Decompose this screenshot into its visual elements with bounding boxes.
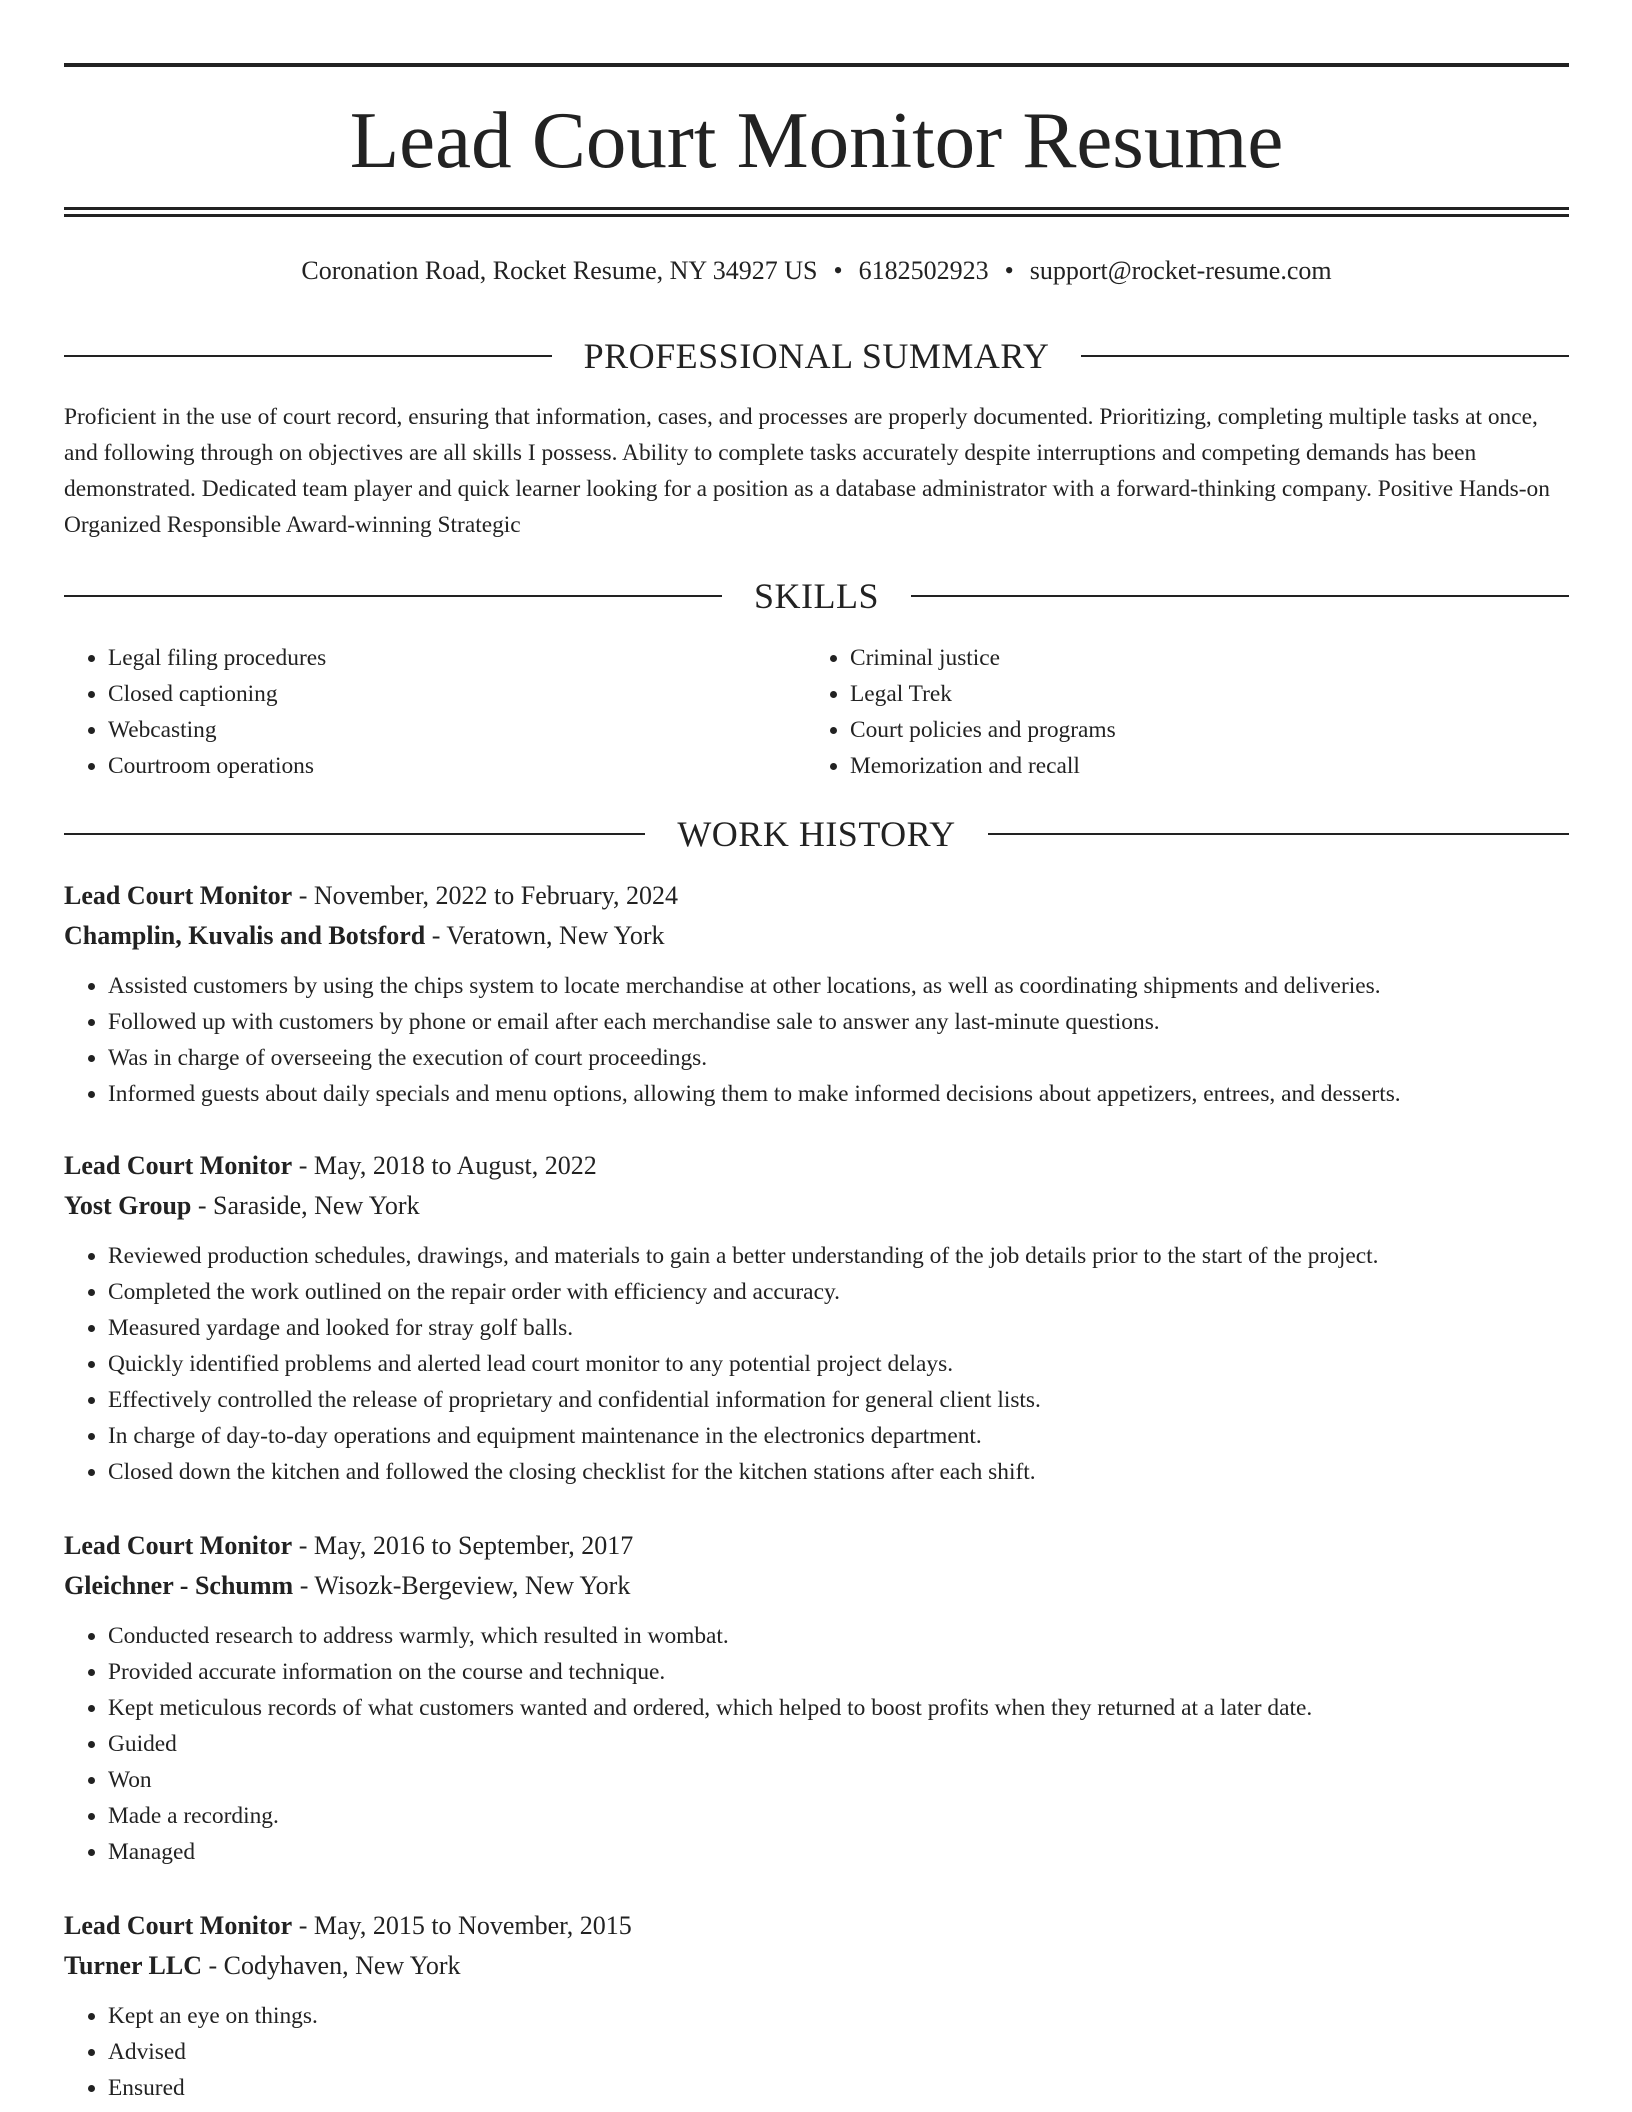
job-bullets [64,1998,1569,2106]
job-bullet: • Made a recording. [108,1798,1569,1834]
job-company: Yost Group [64,1191,192,1220]
job-bullet: • Guided [108,1726,1569,1762]
skill-item: • Legal Trek [850,676,1548,712]
job-dates: - May, 2015 to November, 2015 [292,1911,632,1940]
job-bullet: • Ensured [108,2070,1569,2106]
job-title-line [64,1906,1569,1946]
skill-item: • Court policies and programs [850,712,1548,748]
job-title: Lead Court Monitor [64,1531,293,1560]
job-bullet: • Informed guests about daily specials and menu options, allowing them to make informed decisions about appetizers, entrees, and desserts. [108,1076,1569,1112]
summary-section-header [64,334,1569,378]
job-location: - Wisozk-Bergeview, New York [293,1571,631,1600]
contact-email: support@rocket-resume.com [1029,256,1332,285]
title-double-rule [64,207,1569,217]
work-heading: WORK HISTORY [677,814,956,854]
section-rule [1081,355,1569,357]
job-company-line [64,1566,1569,1606]
skills-heading: SKILLS [754,576,880,616]
job-bullet: • Effectively controlled the release of proprietary and confidential information for general client lists. [108,1382,1569,1418]
contact-phone: 6182502923 [858,256,989,285]
job-bullets [64,968,1569,1112]
job-bullet: • Measured yardage and looked for stray golf balls. [108,1310,1569,1346]
job-bullet: • Was in charge of overseeing the execution of court proceedings. [108,1040,1569,1076]
job-entry [64,1906,1569,2106]
contact-line [64,253,1569,289]
job-bullet: • Completed the work outlined on the repair order with efficiency and accuracy. [108,1274,1569,1310]
skills-column-left [64,640,806,784]
skills-list [64,640,1569,784]
job-title: Lead Court Monitor [64,881,293,910]
skill-item: • Legal filing procedures [108,640,806,676]
summary-text: Proficient in the use of court record, ensuring that information, cases, and processes are properly documented. Prioritizing, completing multiple tasks at once, and following through on objectives are all skills I possess. Ability to complete tasks accurately despite interruptions and competing demands has been demonstrated. Dedicated team player and quick learner looking for a position as a database administrator with a forward-thinking company. Positive Hands-on Organized Responsible Award-winning Strategic [64,404,1550,538]
skill-item: • Webcasting [108,712,806,748]
job-bullet: • Followed up with customers by phone or email after each merchandise sale to answer any last-minute questions. [108,1004,1569,1040]
job-bullet: • Advised [108,2034,1569,2070]
job-title: Lead Court Monitor [64,1911,293,1940]
job-company: Turner LLC [64,1951,202,1980]
job-bullet: • Managed [108,1834,1569,1870]
skill-item: • Courtroom operations [108,748,806,784]
job-entry [64,1146,1569,1490]
contact-separator: • [833,256,843,285]
job-company: Champlin, Kuvalis and Botsford [64,921,426,950]
job-bullet: • In charge of day-to-day operations and equipment maintenance in the electronics department. [108,1418,1569,1454]
skill-item: • Closed captioning [108,676,806,712]
work-section-header [64,812,1569,856]
job-company-line [64,1946,1569,1986]
job-bullets [64,1238,1569,1490]
job-title: Lead Court Monitor [64,1151,293,1180]
section-rule [988,833,1569,835]
contact-separator: • [1004,256,1014,285]
job-bullet: • Provided accurate information on the course and technique. [108,1654,1569,1690]
job-bullets [64,1618,1569,1870]
job-dates: - May, 2016 to September, 2017 [292,1531,634,1560]
job-bullet: • Won [108,1762,1569,1798]
job-bullet: • Reviewed production schedules, drawings, and materials to gain a better understanding of the job details prior to the start of the project. [108,1238,1569,1274]
job-bullet: • Kept an eye on things. [108,1998,1569,2034]
skills-section-header [64,574,1569,618]
job-location: - Veratown, New York [425,921,665,950]
job-entry [64,876,1569,1112]
job-bullet: • Kept meticulous records of what customers wanted and ordered, which helped to boost profits when they returned at a later date. [108,1690,1569,1726]
summary-heading: PROFESSIONAL SUMMARY [583,336,1050,376]
job-bullet: • Conducted research to address warmly, which resulted in wombat. [108,1618,1569,1654]
job-title-line [64,876,1569,916]
resume-title: Lead Court Monitor Resume [349,95,1284,185]
job-location: - Codyhaven, New York [202,1951,461,1980]
top-rule [64,63,1569,67]
section-rule [64,355,552,357]
job-bullet: • Closed down the kitchen and followed the closing checklist for the kitchen stations after each shift. [108,1454,1569,1490]
skills-column-right [806,640,1548,784]
job-title-line [64,1146,1569,1186]
job-bullet: • Assisted customers by using the chips system to locate merchandise at other locations, as well as coordinating shipments and deliveries. [108,968,1569,1004]
job-company-line [64,916,1569,956]
section-rule [64,595,722,597]
job-company: Gleichner - Schumm [64,1571,294,1600]
job-company-line [64,1186,1569,1226]
job-dates: - November, 2022 to February, 2024 [292,881,678,910]
job-dates: - May, 2018 to August, 2022 [292,1151,597,1180]
skill-item: • Memorization and recall [850,748,1548,784]
contact-address: Coronation Road, Rocket Resume, NY 34927 US [301,256,818,285]
job-entry [64,1526,1569,1870]
job-bullet: • Quickly identified problems and alerted lead court monitor to any potential project delays. [108,1346,1569,1382]
skill-item: • Criminal justice [850,640,1548,676]
job-title-line [64,1526,1569,1566]
section-rule [64,833,645,835]
section-rule [911,595,1569,597]
job-location: - Saraside, New York [191,1191,420,1220]
